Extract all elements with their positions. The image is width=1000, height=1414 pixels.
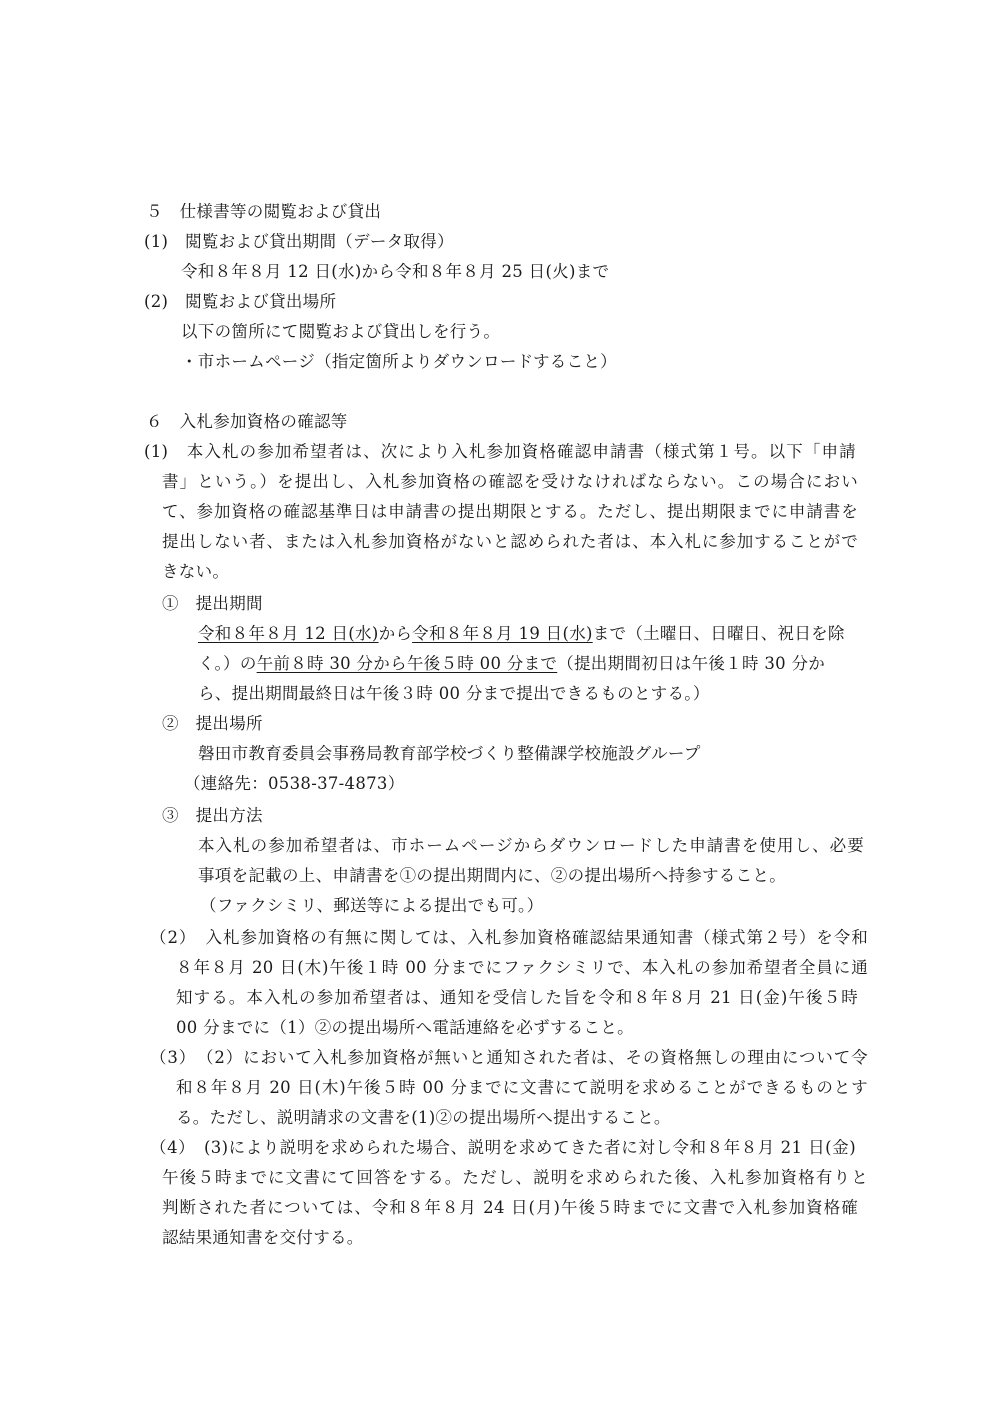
sub1-line2 <box>198 654 825 674</box>
section5-heading: ５ 仕様書等の閲覧および貸出 <box>146 202 382 221</box>
section6-item4-line2: 午後５時までに文書にて回答をする。ただし、説明を求められた後、入札参加資格有りと <box>162 1168 868 1187</box>
sub1-line1 <box>198 624 845 644</box>
section5-item1-title: (1) 閲覧および貸出期間（データ取得） <box>144 232 454 251</box>
section6-item3-line1: （3） （2）において入札参加資格が無いと通知された者は、その資格無しの理由について令 <box>150 1048 868 1067</box>
sub1-line2-pre: く。）の <box>198 654 257 673</box>
section6-item4-line3: 判断された者については、令和８年８月 24 日(月)午後５時までに文書で入札参加資格確 <box>162 1198 858 1217</box>
sub1-start-date: 令和８年８月 12 日(水) <box>198 624 379 643</box>
sub2-title: ② 提出場所 <box>162 714 263 733</box>
section6-item2-line1: （2） 入札参加資格の有無に関しては、入札参加資格確認結果通知書（様式第２号）を令和 <box>150 928 868 947</box>
section6-item2-line3: 知する。本入札の参加希望者は、通知を受信した旨を令和８年８月 21 日(金)午後５時 <box>176 988 858 1007</box>
section6-item2-line4: 00 分までに（1）②の提出場所へ電話連絡を必ずすること。 <box>176 1018 634 1037</box>
section6-item3-line3: る。ただし、説明請求の文書を(1)②の提出場所へ提出すること。 <box>176 1108 671 1127</box>
sub3-line3: （ファクシミリ、郵送等による提出でも可。） <box>200 896 544 915</box>
section6-item1-line2: 書」という。）を提出し、入札参加資格の確認を受けなければならない。この場合におい <box>162 472 858 491</box>
section5-item1-period: 令和８年８月 12 日(水)から令和８年８月 25 日(火)まで <box>181 262 610 281</box>
sub2-contact: （連絡先：0538‐37‐4873） <box>184 774 405 793</box>
sub3-line1: 本入札の参加希望者は、市ホームページからダウンロードした申請書を使用し、必要 <box>198 836 864 855</box>
sub3-title: ③ 提出方法 <box>162 806 263 825</box>
section6-item3-line2: 和８年８月 20 日(木)午後５時 00 分までに文書にて説明を求めることができるものとす <box>176 1078 868 1097</box>
sub1-title: ① 提出期間 <box>162 594 263 613</box>
section5-item2-body: 以下の箇所にて閲覧および貸出しを行う。 <box>181 322 501 341</box>
sub1-line3: ら、提出期間最終日は午後３時 00 分まで提出できるものとする。） <box>198 684 710 703</box>
section5-item2-title: (2) 閲覧および貸出場所 <box>144 292 337 311</box>
sub1-from: から <box>378 624 413 643</box>
section6-item2-line2: ８年８月 20 日(木)午後１時 00 分までにファクシミリで、本入札の参加希望者全員に通 <box>176 958 868 977</box>
sub2-place: 磐田市教育委員会事務局教育部学校づくり整備課学校施設グループ <box>198 744 701 763</box>
sub1-line2-rest: （提出期間初日は午後１時 30 分か <box>557 654 826 673</box>
sub1-line1-rest: まで（土曜日、日曜日、祝日を除 <box>592 624 845 643</box>
section6-item4-line1: （4） (3)により説明を求められた場合、説明を求めてきた者に対し令和８年８月 21 日(金) <box>150 1138 856 1157</box>
sub1-time-range: 午前８時 30 分から午後５時 00 分まで <box>256 654 558 673</box>
sub1-end-date: 令和８年８月 19 日(水) <box>412 624 593 643</box>
section6-item1-line4: 提出しない者、または入札参加資格がないと認められた者は、本入札に参加することがで <box>162 532 858 551</box>
section6-item1-line1: (1) 本入札の参加希望者は、次により入札参加資格確認申請書（様式第１号。以下「申請 <box>144 442 856 461</box>
sub3-line2: 事項を記載の上、申請書を①の提出期間内に、②の提出場所へ持参すること。 <box>198 866 786 885</box>
section5-item2-bullet: ・市ホームページ（指定箇所よりダウンロードすること） <box>181 352 617 371</box>
section6-item1-line5: きない。 <box>162 562 230 581</box>
section6-item1-line3: て、参加資格の確認基準日は申請書の提出期限とする。ただし、提出期限までに申請書を <box>162 502 858 521</box>
section6-item4-line4: 認結果通知書を交付する。 <box>162 1228 364 1247</box>
section6-heading: ６ 入札参加資格の確認等 <box>146 412 348 431</box>
